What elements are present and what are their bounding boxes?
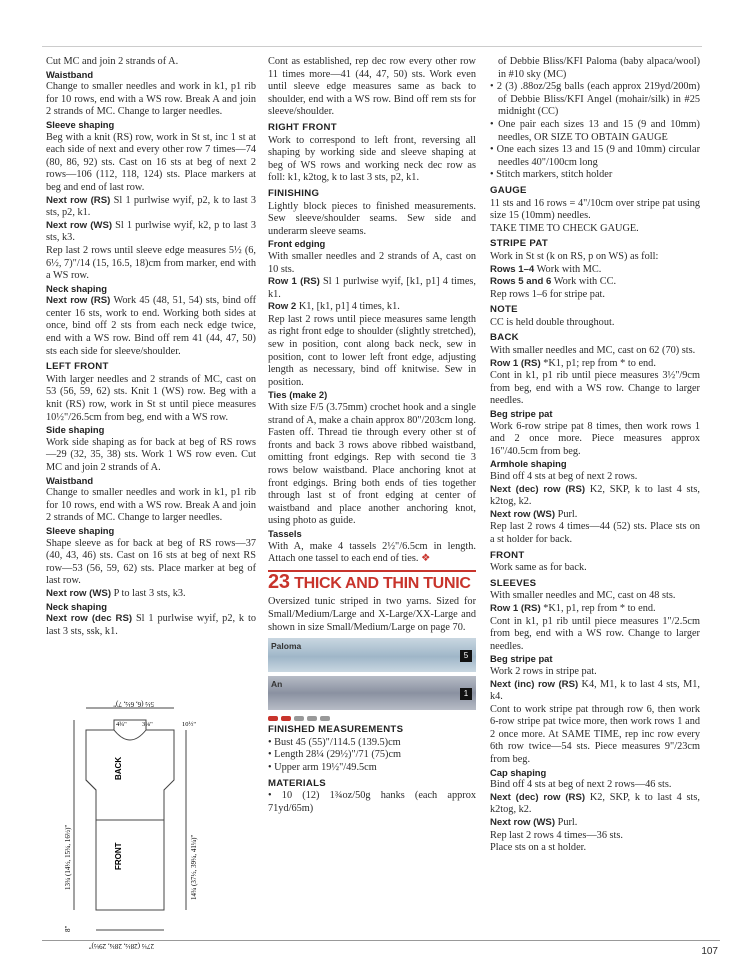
end-mark-icon: ❖ (420, 553, 431, 565)
top-rule (42, 46, 702, 47)
subheading: Cap shaping (490, 766, 547, 778)
diagram-back-label: BACK (114, 756, 123, 780)
paragraph: With A, make 4 tassels 2½"/6.5cm in length. Attach one tassel to each end of ties. ❖ (268, 540, 476, 565)
diagram-dim-2: 3⅛" (142, 721, 153, 728)
material-item: of Debbie Bliss/KFI Paloma (baby alpaca/wool) in #10 sky (MC) (498, 56, 700, 80)
diagram-dim-right: 14¾ (37½, 39¼, 41¼)" (190, 834, 198, 900)
paragraph: With size F/5 (3.75mm) crochet hook and a single strand of A, make a chain approx 80"/203cm long. Fasten off. Thread tie through every other st of fronts and back 3 rows above ribbed waistband, omitting front edgings. Rep with second tie 3 rows below waistband. Place anchoring knot at front edgings. Bring both ends of ties together through last st of front edging at center of waistband and place another anchoring knot, using photo as guide. (268, 402, 476, 527)
yarn-swatch-paloma: Paloma 5 (268, 638, 476, 672)
section-heading: NOTE (490, 304, 518, 316)
section-heading: FINISHING (268, 187, 320, 199)
paragraph: Work to correspond to left front, reversing all shaping by working side and sleeve shaping at beg of WS rows and working neck dec row as foll: k1, k2tog, k to last 3 sts, p2, k1. (268, 134, 476, 184)
column-3 (490, 56, 700, 855)
paragraph: Work same as for back. (490, 562, 587, 574)
section-heading: FRONT (490, 549, 525, 561)
diagram-dim-top: 5½ (6, 6½, 7)" (113, 700, 154, 708)
paragraph: With smaller needles and MC, cast on 48 sts. (490, 590, 676, 602)
measurement: • Upper arm 19½"/49.5cm (268, 761, 377, 773)
paragraph: With smaller needles and 2 strands of A, cast on 10 sts. (268, 250, 476, 275)
instruction-row: Row 2 K1, [k1, p1] 4 times, k1. (268, 301, 400, 313)
diagram-neck (114, 730, 146, 740)
instruction-row: Next (dec) row (RS) K2, SKP, k to last 4 sts, k2tog, k2. (490, 791, 700, 816)
diagram-dim-1: 4¾" (116, 721, 127, 728)
paragraph: Place sts on a st holder. (490, 842, 587, 854)
subheading: Side shaping (46, 424, 105, 436)
paragraph: Rep last 2 rows 4 times—44 (52) sts. Place sts on a st holder for back. (490, 521, 700, 545)
instruction-row: Rows 5 and 6 Work with CC. (490, 276, 617, 288)
subheading: Front edging (268, 238, 326, 250)
instruction-row: Next (inc) row (RS) K4, M1, k to last 4 sts, M1, k4. (490, 678, 700, 703)
column-2 (268, 56, 476, 815)
paragraph: Lightly block pieces to finished measurements. Sew sleeve/shoulder seams. Sew side and underarm sleeve seams. (268, 200, 476, 237)
instruction-row: Next row (WS) Purl. (490, 817, 578, 829)
paragraph: Work 2 rows in stripe pat. (490, 665, 597, 677)
paragraph: Cont as established, rep dec row every other row 11 times more—41 (44, 47, 50) sts. Work even until sleeve edge measures same as back to shoulder, end with a WS row. Bind off rem sts for sleeve/shoulder. (268, 56, 476, 118)
subheading: Neck shaping (46, 600, 107, 612)
paragraph: Bind off 4 sts at beg of next 2 rows. (490, 471, 638, 482)
paragraph: CC is held double throughout. (490, 316, 615, 328)
paragraph: Beg with a knit (RS) row, work in St st, inc 1 st at each side of next and every other row 7 times—74 (80, 86, 92) sts. Cast on 16 sts at beg of next 2 rows—106 (112, 118, 124) sts. Place markers at beg and end of last row. (46, 131, 256, 193)
instruction-row: Rows 1–4 Work with MC. (490, 263, 602, 275)
paragraph: Rep rows 1–6 for stripe pat. (490, 288, 605, 300)
paragraph: Rep last 2 rows until piece measures same length as right front edge to shoulder (slightly stretched), sew in position, cont along back neck, sew in position, cont to lower left front edge, adjusting length as necessary, bind off knitwise. Sew in position. (268, 313, 476, 388)
material-item: • 10 (12) 1¾oz/50g hanks (each approx 71yd/65m) (268, 790, 476, 814)
subheading: Sleeve shaping (46, 524, 115, 536)
paragraph: Work 6-row stripe pat 8 times, then work rows 1 and 2 once more. Piece measures approx 16"/40.5cm from beg. (490, 420, 700, 457)
paragraph: Work in St st (k on RS, p on WS) as foll: (490, 250, 659, 262)
diagram-dim-3: 10½" (182, 721, 197, 728)
paragraph: Shape sleeve as for back at beg of RS rows—37 (40, 43, 46) sts. Cast on 16 sts at beg of next RS row—53 (56, 59, 62) sts. Place marker at beg of last row. (46, 537, 256, 587)
subheading: Armhole shaping (490, 458, 567, 470)
instruction-row: Next (dec) row (RS) K2, SKP, k to last 4 sts, k2tog, k2. (490, 483, 700, 508)
paragraph: Cut MC and join 2 strands of A. (46, 56, 179, 67)
paragraph: Change to smaller needles and work in k1, p1 rib for 10 rows, end with a WS row. Break A and join 2 strands of MC. Change to larger needles. (46, 487, 256, 524)
instruction-row: Next row (WS) Sl 1 purlwise wyif, k2, p to last 3 sts, k3. (46, 219, 256, 244)
paragraph: Bind off 4 sts at beg of next 2 rows—46 sts. (490, 779, 672, 791)
instruction-row: Next row (RS) Sl 1 purlwise wyif, p2, k to last 3 sts, p2, k1. (46, 194, 256, 219)
instruction-row: Next row (WS) P to last 3 sts, k3. (46, 587, 186, 599)
subheading: Tassels (268, 527, 302, 539)
instruction-row: Row 1 (RS) Sl 1 purlwise wyif, [k1, p1] 4 times, k1. (268, 276, 477, 300)
paragraph: With larger needles and 2 strands of MC, cast on 53 (56, 59, 62) sts. Knit 1 (WS) row. Beg with a knit (RS) row, work in St st until piece measures 10½"/26.5cm from beg, end with a WS row. (46, 373, 256, 423)
yarn-swatch-angel: An 1 (268, 676, 476, 710)
material-item: • One each sizes 13 and 15 (9 and 10mm) circular needles 40"/100cm long (490, 144, 700, 168)
subheading: Sleeve shaping (46, 118, 115, 130)
section-heading: STRIPE PAT (490, 238, 549, 250)
size-indicator (268, 716, 476, 721)
instruction-row: Next row (RS) Work 45 (48, 51, 54) sts, bind off center 16 sts, work to end. Working both sides at once, bind off 2 sts from each neck edge twice, end with a WS row. Bind off rem 41 (44, 47, 50) sts each side for sleeve/shoulder. (46, 295, 256, 357)
section-heading: FINISHED MEASUREMENTS (268, 724, 404, 736)
paragraph: Oversized tunic striped in two yarns. Sized for Small/Medium/Large and X-Large/XX-Large and shown in size Small/Medium/Large on page 70. (268, 596, 476, 633)
paragraph: Cont to work stripe pat through row 6, then work 6-row stripe pat twice more, then work rows 1 and 2 once more. At SAME TIME, rep inc row every 6th row twice—54 sts. Piece measures 9"/23cm from beg. (490, 703, 700, 766)
section-heading: RIGHT FRONT (268, 121, 337, 133)
subheading: Beg stripe pat (490, 408, 553, 420)
paragraph: Rep last 2 rows until sleeve edge measures 5½ (6, 6½, 7)"/14 (15, 16.5, 18)cm from marker, end with a WS row. (46, 244, 256, 282)
paragraph: 11 sts and 16 rows = 4"/10cm over stripe pat using size 15 (10mm) needles. (490, 197, 700, 222)
material-item: • 2 (3) .88oz/25g balls (each approx 219yd/200m) of Debbie Bliss/KFI Angel (mohair/silk) in #25 midnight (CC) (490, 81, 700, 118)
subheading: Neck shaping (46, 282, 107, 294)
subheading: Waistband (46, 474, 94, 486)
section-heading: GAUGE (490, 184, 527, 196)
diagram-sleeve-left (86, 730, 96, 790)
section-heading: LEFT FRONT (46, 361, 109, 373)
material-item: • Stitch markers, stitch holder (490, 169, 613, 181)
paragraph: With smaller needles and MC, cast on 62 (70) sts. (490, 345, 696, 357)
paragraph: Cont in k1, p1 rib until piece measures 1"/2.5cm from beg, end with a WS row. Change to larger needles. (490, 615, 700, 652)
pattern-title: 23 THICK AND THIN TUNIC (268, 570, 476, 591)
instruction-row: Row 1 (RS) *K1, p1; rep from * to end. (490, 357, 656, 369)
diagram-dim-left-8: 8" (64, 925, 72, 932)
instruction-row: Next row (dec RS) Sl 1 purlwise wyif, p2, k to last 3 sts, ssk, k1. (46, 613, 256, 637)
measurement: • Bust 45 (55)"/114.5 (139.5)cm (268, 736, 401, 748)
instruction-row: Next row (WS) Purl. (490, 508, 578, 520)
paragraph: Work side shaping as for back at beg of RS rows—29 (32, 35, 38) sts. Work 1 WS row even. Cut MC and join 2 strands of A. (46, 436, 256, 473)
paragraph: Rep last 2 rows 4 times—36 sts. (490, 829, 623, 841)
subheading: Waistband (46, 68, 94, 80)
measurement: • Length 28¼ (29½)"/71 (75)cm (268, 749, 402, 761)
schematic-diagram (46, 690, 256, 970)
subheading: Ties (make 2) (268, 389, 328, 401)
diagram-front-label: FRONT (114, 842, 123, 870)
page-number: 107 (701, 946, 718, 957)
subheading: Beg stripe pat (490, 653, 553, 665)
material-item: • One pair each sizes 13 and 15 (9 and 10mm) needles, OR SIZE TO OBTAIN GAUGE (490, 118, 700, 143)
section-heading: BACK (490, 332, 519, 344)
column-1 (46, 56, 256, 638)
diagram-outline (86, 720, 174, 910)
instruction-row: Row 1 (RS) *K1, p1, rep from * to end. (490, 602, 656, 614)
diagram-dim-left: 13¾ (14½, 15¾, 16½)" (64, 824, 72, 890)
paragraph: Cont in k1, p1 rib until piece measures 3½"/9cm from beg, end with a WS row. Change to larger needles. (490, 370, 700, 407)
section-heading: MATERIALS (268, 777, 326, 789)
paragraph: TAKE TIME TO CHECK GAUGE. (490, 222, 639, 234)
paragraph: Change to smaller needles and work in k1, p1 rib for 10 rows, end with a WS row. Break A and join 2 strands of MC. Change to larger needles. (46, 81, 256, 118)
diagram-dim-bottom: 27½ (28½, 28¾, 29½)" (88, 942, 154, 950)
section-heading: SLEEVES (490, 577, 537, 589)
bottom-rule (42, 940, 720, 941)
